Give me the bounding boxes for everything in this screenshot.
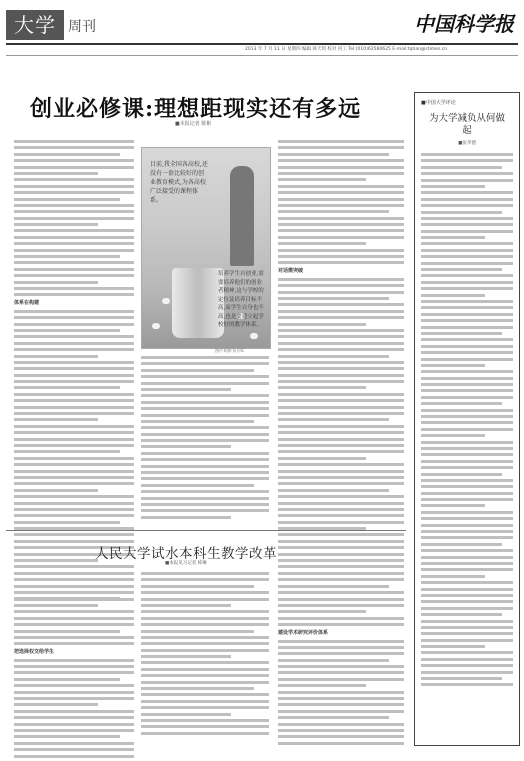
- second-column-2: [141, 572, 269, 738]
- second-headline: 人民大学试水本科生教学改革: [95, 546, 277, 562]
- section-logo: 大学: [6, 10, 64, 40]
- sidebar-tag: ■中国大学评论: [421, 100, 456, 106]
- body-text-block: [141, 356, 269, 519]
- sidebar-body: [421, 153, 513, 690]
- body-text-block: [14, 140, 134, 296]
- photo-caption: 图片来源:东方IC: [215, 348, 245, 353]
- body-text-block: [278, 140, 404, 264]
- photo-paper-ball: [250, 333, 258, 339]
- pull-quote: 培养学生自创业,需要培养他们的创业者精神,这与学校的定位及培养目标不高,而学生自身也不高,也是要建立起学校好的教学体系。: [218, 271, 264, 328]
- lead-column-3: [278, 140, 404, 572]
- body-text-block: [278, 278, 404, 569]
- lead-byline: ■本报记者 陈彬: [175, 121, 212, 127]
- second-byline: ■本报见习记者 韩琳: [165, 561, 207, 566]
- photo-wastebasket: [172, 268, 224, 338]
- lead-headline: 创业必修课:理想距现实还有多远: [30, 96, 362, 122]
- lead-column-2: [141, 356, 269, 522]
- second-column-1: [14, 572, 134, 761]
- subhead: 体系在构建: [14, 300, 40, 307]
- body-text-block: [421, 153, 513, 686]
- header-rule: [6, 43, 518, 45]
- second-column-3: [278, 572, 404, 748]
- body-text-block: [14, 572, 134, 645]
- pull-quote: 目前,我全国各高校,还没有一套比较好的创业教育模式,为各高校广泛接受的课程体系。: [150, 161, 208, 204]
- sidebar-title: 为大学减负从何做起: [428, 113, 505, 136]
- weekly-label: 周刊: [68, 19, 96, 35]
- subhead: 对话需突破: [278, 268, 304, 275]
- article-divider: [6, 530, 406, 531]
- body-text-block: [141, 572, 269, 735]
- header-rule-thin: [6, 55, 518, 56]
- subhead: 把选择权交给学生: [14, 649, 55, 656]
- newspaper-name: 中国科学报: [414, 12, 514, 36]
- body-text-block: [278, 640, 404, 745]
- photo-person: [230, 166, 254, 266]
- issue-info: 2013 年 7 月 11 日 星期四 编辑 韩天琪 校对 何工 Tel:(010)62580625 E-mail:tqhan@stimes.cn: [245, 47, 448, 52]
- photo-paper-ball: [152, 323, 160, 329]
- lead-column-1: [14, 140, 134, 604]
- body-text-block: [14, 659, 134, 758]
- sidebar-author: ■张孝德: [458, 141, 476, 146]
- body-text-block: [278, 572, 404, 626]
- commentary-sidebar: [414, 92, 520, 746]
- masthead: [0, 0, 524, 62]
- subhead: 建设学术研究评价体系: [278, 630, 329, 637]
- photo-paper-ball: [162, 298, 170, 304]
